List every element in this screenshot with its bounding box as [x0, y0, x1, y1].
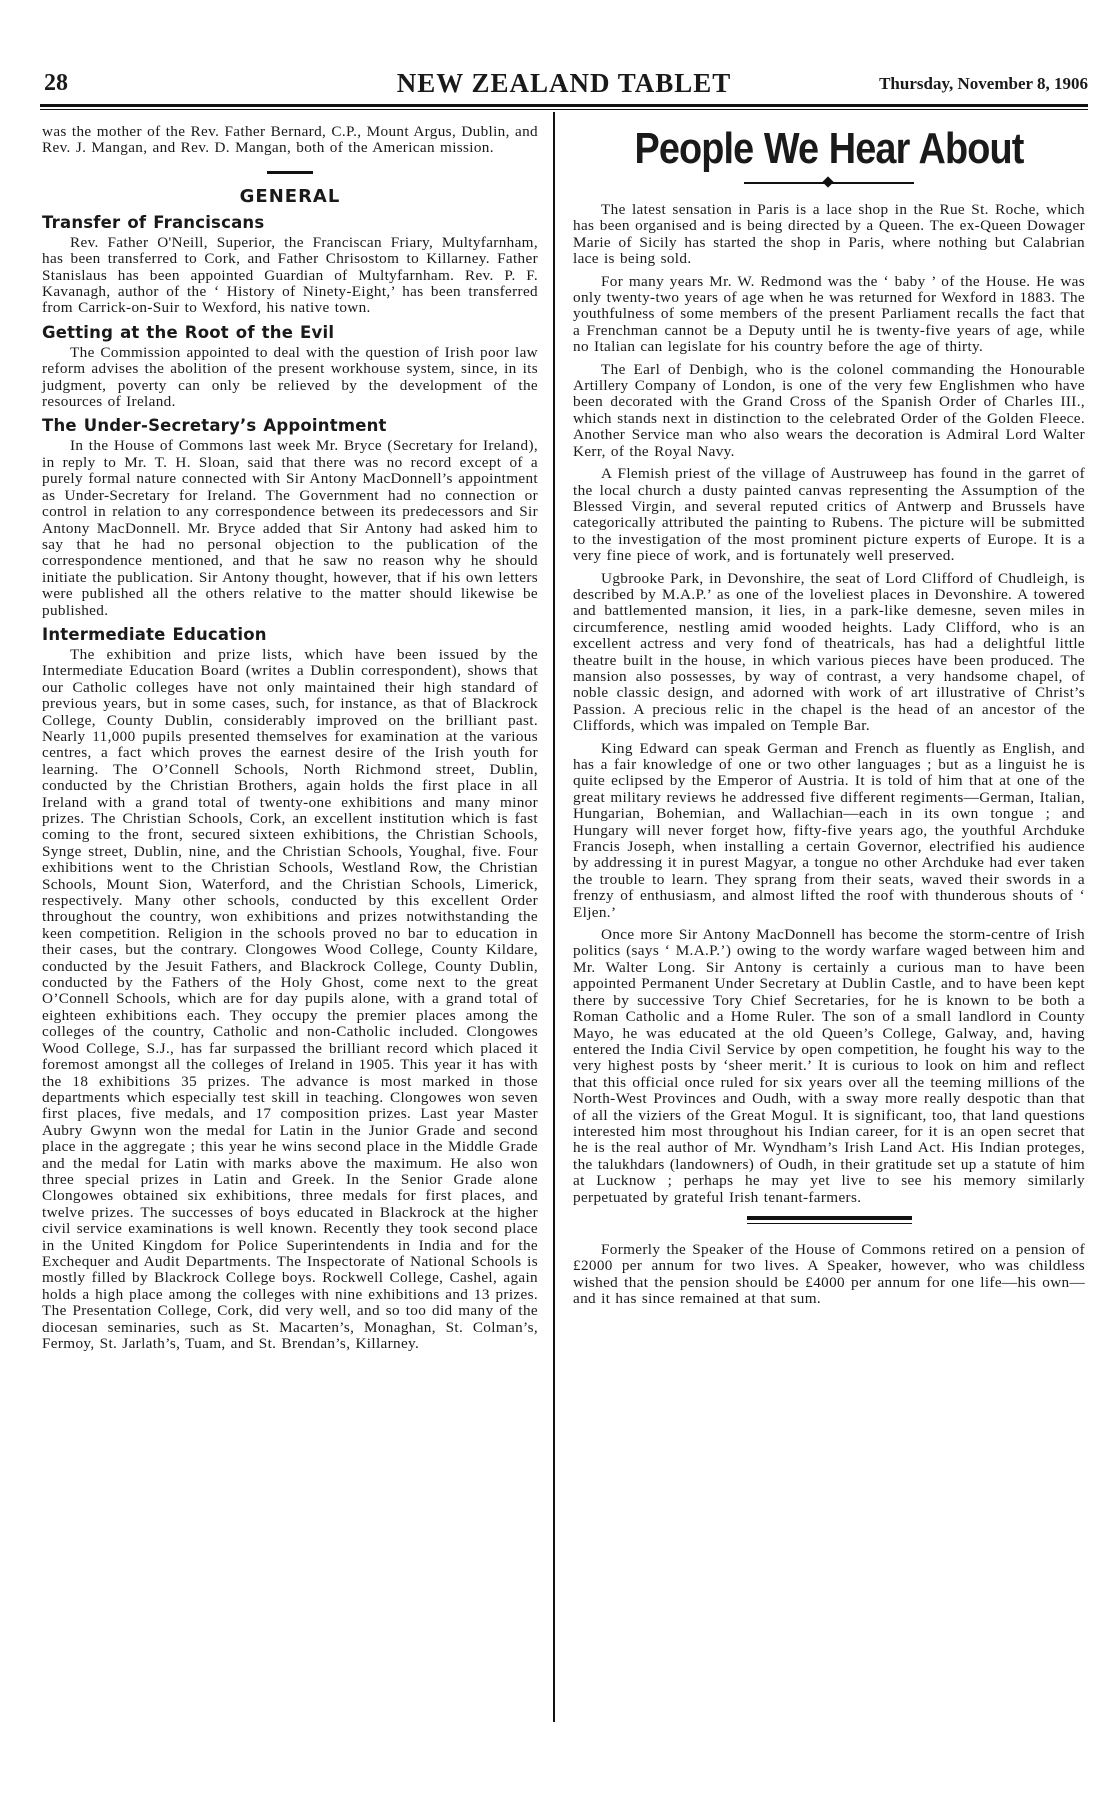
news-item: Once more Sir Antony MacDonnell has become the storm-centre of Irish politics (says ‘ M.A.P.’) owing to the wordy warfare waged between him and Mr. Walter Long. Sir Antony is certainly a curious man to have been appointed Permanent Under Secretary at Dublin Castle, and to have been kept there by successive Tory Chief Secretaries, for he is known to be both a Roman Catholic and a Home Ruler. The son of a small landlord in County Mayo, he was educated at the old Queen’s College, Galway, and, having entered the India Civil Service by open competition, he fought his way to the very highest posts by ‘sheer merit.’ It is curious to look on him and reflect that this official once ruled for six years over all the teeming millions of the North-West Provinces and Oudh, with a sway more really despotic than that of all the viziers of the Great Mogul. It is significant, too, that land questions interested him most throughout his Indian career, for it is an open secret that he is the real author of Mr. Wyndham’s Irish Land Act. His Indian proteges, the talukhdars (landowners) of Oudh, in their gratitude set up a statute of him at Lucknow ; perhaps he may yet live to see his memory similarly perpetuated by grateful Irish tenant-farmers. — [573, 926, 1085, 1206]
news-item: For many years Mr. W. Redmond was the ‘ baby ’ of the House. He was only twenty-two years of age when he was returned for Wexford in 1883. The youthfulness of some members of the present Parliament recalls the fact that a Frenchman cannot be a Deputy until he is twenty-five years of age, while no Italian can legislate for his country before the age of thirty. — [573, 272, 1085, 356]
article — [42, 213, 538, 317]
continued-paragraph: was the mother of the Rev. Father Bernard, C.P., Mount Argus, Dublin, and Rev. J. Mangan, and Rev. D. Mangan, both of the American mission. — [42, 123, 538, 157]
right-column — [573, 124, 1085, 1314]
article-heading: Intermediate Education — [42, 624, 267, 644]
article-heading: Transfer of Franciscans — [42, 212, 265, 232]
news-item: A Flemish priest of the village of Austruweep has found in the garret of the local church a dusty painted canvas representing the Assumption of the Blessed Virgin, and several reputed critics of Antwerp and Brussels have categorically attributed the painting to Rubens. The picture will be submitted to the investigation of the most prominent picture experts of Europe. It is a very fine piece of work, and is fortunately well preserved. — [573, 465, 1085, 565]
news-item: The latest sensation in Paris is a lace shop in the Rue St. Roche, which has been organised and is being directed by a Queen. The ex-Queen Dowager Marie of Sicily has started the shop in Paris, where nothing but Calabrian lace is being sold. — [573, 201, 1085, 268]
left-column — [42, 124, 538, 1358]
header-rule-thin — [40, 109, 1088, 110]
article-heading: Getting at the Root of the Evil — [42, 322, 335, 342]
separator-rule — [267, 171, 313, 174]
article-paragraph: The Commission appointed to deal with the question of Irish poor law reform advises the abolition of the present workhouse system, since, in its judgment, poverty can only be relieved by the development of the resources of Ireland. — [42, 343, 538, 411]
article-paragraph: The exhibition and prize lists, which have been issued by the Intermediate Education Board (writes a Dublin correspondent), shows that our Catholic colleges have not only maintained their high standard of previous years, but in some cases, such, for instance, as that of Blackrock College, County Dublin, considerably improved on the brilliant past. Nearly 11,000 pupils presented themselves for examination at the various centres, a fact which proves the earnest desire of the Irish youth for learning. The O’Connell Schools, North Richmond street, Dublin, conducted by the Christian Brothers, again holds the first place in all Ireland with a grand total of twenty-one exhibitions and many minor prizes. The Christian Schools, Cork, an excellent institution which is fast coming to the front, secured sixteen exhibitions, the Christian Schools, Synge street, Dublin, nine, and the Christian Schools, Youghal, five. Four exhibitions went to the Christian Schools, Westland Row, the Christian Schools, Mount Sion, Waterford, and the Christian Schools, Limerick, respectively. Many other schools, conducted by this excellent Order throughout the country, won exhibitions and prizes notwithstanding the keen competition. Religion in the schools proved no bar to education in their cases, but the contrary. Clongowes Wood College, County Kildare, conducted by the Jesuit Fathers, and Blackrock College, County Dublin, conducted by the Fathers of the Holy Ghost, come next to the great O’Connell Schools, which are for day pupils alone, with a grand total of eighteen exhibitions each. They occupy the premier places among the colleges of the country, Catholic and non-Catholic included. Clongowes Wood College, S.J., has far surpassed the brilliant record which placed it foremost amongst all the colleges of Ireland in 1905. This year it has with the 18 exhibitions 35 prizes. The advance is most marked in those departments which especially test skill in teaching. Clongowes won seven first places, five medals, and 17 composition prizes. Last year Master Aubry Gwynn won the medal for Latin in the Junior Grade and second place in the aggregate ; this year he wins second place in the Middle Grade and the medal for Latin with marks above the maximum. He also won three special prizes in Latin and Greek. In the Senior Grade alone Clongowes obtained six exhibitions, three medals for first places, and twelve prizes. The successes of boys educated in Blackrock at the higher civil service examinations is well known. Recently they took second place in the United Kingdom for Police Superintendents in India and for the Exchequer and Audit Departments. The Inspectorate of National Schools is mostly filled by Blackrock College boys. Rockwell College, Cashel, again holds a high place among the colleges with nine exhibitions and 13 prizes. The Presentation College, Cork, did very well, and so too did many of the diocesan seminaries, such as St. Macarten’s, Monaghan, St. Colman’s, Fermoy, St. Jarlath’s, Tuam, and St. Brendan’s, Killarney. — [42, 645, 538, 1352]
separator-rule — [747, 1216, 912, 1224]
header-rule — [40, 104, 1088, 107]
news-item: Formerly the Speaker of the House of Commons retired on a pension of £2000 per annum for two lives. A Speaker, however, who was childless wished that the pension should be £4000 per annum for one life—his own—and it has since remained at that sum. — [573, 1240, 1085, 1308]
article-heading: The Under-Secretary’s Appointment — [42, 416, 387, 436]
article — [42, 323, 538, 411]
section-heading: GENERAL — [239, 185, 341, 207]
news-item: The Earl of Denbigh, who is the colonel commanding the Honourable Artillery Company of London, is one of the very few Englishmen who have been decorated with the Grand Cross of the Spanish Order of Charles III., which stands next in distinction to the celebrated Order of the Golden Fleece. Another Service man who also wears the decoration is Admiral Lord Walter Kerr, of the Royal Navy. — [573, 360, 1085, 460]
article — [42, 625, 538, 1352]
article-paragraph: Rev. Father O'Neill, Superior, the Franciscan Friary, Multyfarnham, has been transferred to Cork, and Father Chrisostom to Killarney. Father Stanislaus has been appointed Guardian of Multyfarnham. Rev. P. F. Kavanagh, author of the ‘ History of Ninety-Eight,’ has been transferred from Carrick-on-Suir to Wexford, his native town. — [42, 233, 538, 317]
column-divider — [553, 112, 555, 1722]
masthead: NEW ZEALAND TABLET — [396, 68, 732, 98]
article-paragraph: In the House of Commons last week Mr. Bryce (Secretary for Ireland), in reply to Mr. T. H. Sloan, said that there was no record except of a purely formal nature connected with Sir Antony MacDonnell’s appointment as Under-Secretary for Ireland. The Government had no connection or control in relation to any correspondence between its predecessors and Sir Antony MacDonnell. Mr. Bryce added that Sir Antony had asked him to say that he had no personal objection to the publication of the correspondence mentioned, and that he saw no reason why he should initiate the publication. Sir Antony thought, however, that if his own letters were published all the others relative to the matter should likewise be published. — [42, 437, 538, 619]
page-header — [40, 68, 1088, 100]
article — [42, 416, 538, 618]
page-number: 28 — [44, 70, 68, 96]
news-item: Ugbrooke Park, in Devonshire, the seat of Lord Clifford of Chudleigh, is described by M.A.P.’ as one of the loveliest places in Devonshire. A towered and battlemented mansion, it lies, in a park-like demesne, seven miles in circumference, nestling amid wooded heights. Lady Clifford, who is an excellent actress and very fond of theatricals, has had a delightful little theatre built in the house, in which various pieces have been produced. The mansion also possesses, by way of contrast, a very handsome chapel, of noble classic design, and adorned with work of art illustrative of Christ’s Passion. A precious relic in the chapel is the head of an ancestor of the Cliffords, which was impaled on Temple Bar. — [573, 569, 1085, 735]
column-title: People We Hear About — [634, 124, 1024, 173]
issue-date: Thursday, November 8, 1906 — [879, 74, 1088, 93]
ornament-rule — [744, 178, 914, 188]
news-item: King Edward can speak German and French as fluently as English, and has a fair knowledge of one or two other languages ; but as a linguist he is quite eclipsed by the Emperor of Austria. It is told of him that at one of the great military reviews he addressed five different regiments—German, Italian, Hungarian, Bohemian, and Wallachian—each in its own tongue ; and Hungary will never forget how, fifty-five years ago, the youthful Archduke Francis Joseph, when installing a certain Governor, electrified his audience by addressing it in purest Magyar, a tongue no other Archduke had ever taken the trouble to learn. They sprang from their seats, waved their swords in a frenzy of enthusiasm, and almost lifted the roof with thunderous shouts of ‘ Eljen.’ — [573, 739, 1085, 921]
